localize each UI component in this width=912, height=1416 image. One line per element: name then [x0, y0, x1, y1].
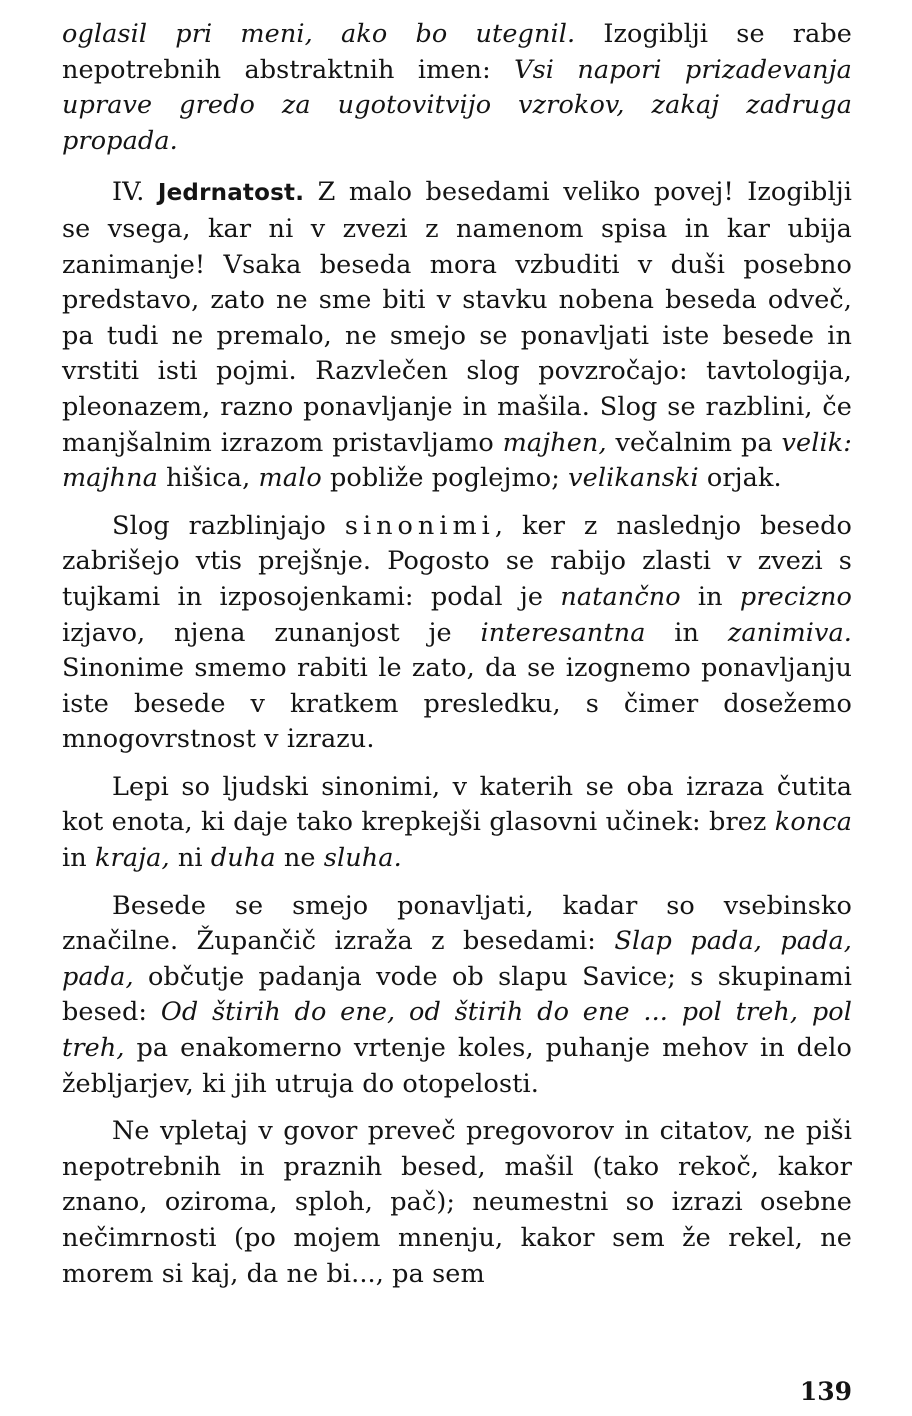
body-text: orjak. — [698, 463, 782, 494]
paragraph-ponavljanje — [62, 889, 852, 1103]
italic-example: precizno — [739, 581, 852, 612]
italic-example: majhna — [62, 463, 158, 494]
italic-example: duha — [210, 843, 276, 874]
body-text: pobliže poglejmo; — [321, 463, 569, 494]
body-text: in — [62, 843, 95, 874]
spaced-emphasis: sinonimi — [344, 510, 495, 541]
italic-example: velik: — [781, 427, 852, 458]
page-body — [62, 17, 852, 1292]
body-text: pa enakomerno vrtenje koles, puhanje mehov in delo žebljarjev, ki jih utruja do otopelosti. — [62, 1033, 852, 1099]
body-text: večalnim pa — [606, 427, 782, 458]
paragraph-continuation — [62, 17, 852, 159]
italic-example: Vsi napori prizadevanja uprave gredo za ugotovitvijo vzrokov, zakaj zadruga propada. — [62, 54, 852, 156]
body-text: Slog razblinjajo — [112, 510, 345, 541]
paragraph-masila — [62, 1114, 852, 1292]
body-text: ni — [169, 843, 211, 874]
section-heading: Jedrnatost. — [157, 180, 305, 207]
body-text: Lepi so ljudski sinonimi, v katerih se oba izraza čutita kot enota, ki daje tako krepkejši glasovni učinek: brez — [62, 771, 852, 838]
body-text: Izogiblji se rabe nepotrebnih abstraktnih imen: — [62, 19, 853, 85]
italic-example: kraja, — [94, 843, 170, 874]
body-text: in — [680, 581, 740, 612]
italic-quote: Od štirih do ene, od štirih do ene ... pol treh, pol treh, — [62, 997, 852, 1064]
body-text: izjavo, njena zunanjost je — [62, 617, 481, 648]
body-text: hišica, — [157, 463, 259, 494]
body-text: Z malo besedami veliko povej! Izogiblji se vsega, kar ni v zvezi z namenom spisa in kar ubija zanimanje! Vsaka beseda mora vzbuditi v duši posebno predstavo, zato ne sme biti v stavku nobena beseda odveč, pa tudi ne premalo, ne smejo se ponavljati iste besede in vrstiti isti pojmi. Razvlečen slog povzročajo: tavtologija, pleonazem, razno ponavljanje in mašila. Slog se razblini, če manjšalnim izrazom pristavljamo — [62, 177, 852, 458]
body-text: in — [645, 617, 728, 648]
body-text: občutje padanja vode ob slapu Savice; s skupinami besed: — [62, 961, 852, 1028]
italic-example: konca — [774, 807, 852, 838]
italic-example: majhen, — [502, 427, 607, 458]
italic-example: zanimiva. — [727, 617, 852, 648]
italic-quote: Slap pada, pada, pada, — [62, 926, 852, 992]
body-text: Ne vpletaj v govor preveč pregovorov in citatov, ne piši nepotrebnih in praznih besed, mašil (tako rekoč, kakor znano, oziroma, sploh, pač); neumestni so izrazi osebne nečimrnosti (po mojem mnenju, kakor sem že rekel, ne morem si kaj, da ne bi..., pa sem — [62, 1116, 852, 1289]
italic-example: natančno — [560, 581, 681, 612]
paragraph-sinonimi — [62, 509, 852, 758]
paragraph-ljudski-sinonimi — [62, 770, 852, 877]
italic-example: sluha. — [323, 843, 402, 874]
italic-example: interesantna — [480, 617, 646, 648]
italic-example: velikanski — [568, 463, 699, 494]
page-number: 139 — [799, 1377, 852, 1406]
body-text: Besede se smejo ponavljati, kadar so vsebinsko značilne. Župančič izraža z besedami: — [62, 890, 852, 957]
body-text: ne — [275, 843, 324, 874]
paragraph-jedrnatost — [62, 175, 852, 496]
section-numeral: IV. — [112, 177, 145, 208]
body-text: Sinonime smemo rabiti le zato, da se izognemo ponavljanju iste besede v kratkem presledku, s čimer dosežemo mnogovrstnost v izrazu. — [62, 653, 852, 755]
body-text: , ker z naslednjo besedo zabrišejo vtis prejšnje. Pogosto se rabijo zlasti v zvezi s tujkami in izposojenkami: podal je — [62, 510, 852, 612]
italic-text: oglasil pri meni, ako bo utegnil. — [62, 19, 576, 49]
italic-example: malo — [258, 463, 322, 494]
